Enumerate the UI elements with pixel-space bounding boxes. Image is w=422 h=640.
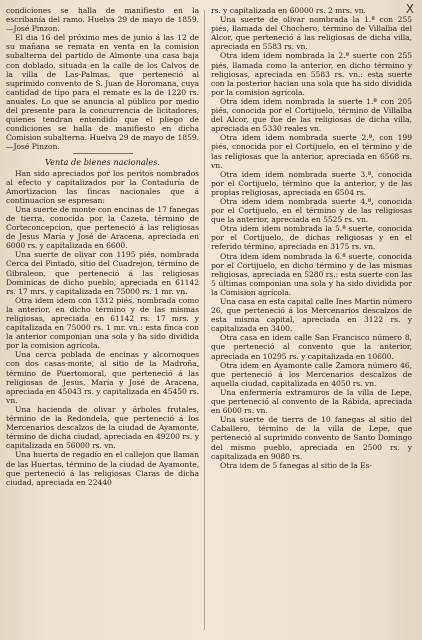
list-item: Otra casa en idem calle San Francisco número 8, que perteneció al convento que la anterior, apreciada en 10295 rs. y capitalizada en 10600. [211,333,412,361]
column-divider [204,10,205,630]
list-item: Otra idem idem nombrada la 2.ª suerte con 255 piés, llamada como la anterior, en dicho término y religiosas, apreciada en 5583 rs. vn.: esta suerte con la posterior hacian una sola que ha sido dividida por la comision agrícola. [211,51,412,97]
section-rule [73,153,133,154]
list-item: Una cerca poblada de encinas y alcornoques con dos casas-monte, al sitio de la Madroña, término de Puertomoral, que perteneció á las religiosas de Jesus, María y José de Aracena, apreciada en 45043 rs. y capitalizada en 45450 rs. vn. [6,350,199,405]
section-title: Venta de bienes nacionales. [44,156,161,167]
list-item: Una enfermería extramuros de la villa de Lepe, que perteneció al convento de la Rábida, apreciada en 6000 rs. vn. [211,387,412,416]
sale-notice: El dia 16 del próximo mes de junio á las 12 de su mañana se remata en venta en la comision subalterna del partido de Almonte una casa baja con doblado, situada en la calle de los Calvos de la villa de Las-Palmas, que perteneció al suprimido convento de S. Juan de Horomana, cuya cantidad de tipo para el remate es la de 1220 rs. anuales. Lo que se anuncia al público por medio del presente para la concurrencia de licitadores, quienes tendran entendido que el pliego de condiciones se halla de manifiesto en dicha Comision subalterna. Huelva 29 de mayo de 1859.—José Pinzon. [6,33,199,152]
list-item: Otra idem idem nombrada suerte 3.ª, conocida por el Cortijuelo, término que la anterior, y de las propias religiosas, apreciada en 6504 rs. [211,169,412,197]
notice-continuation: condiciones se halla de manifiesto en la escribanía del ramo. Huelva 29 de mayo de 1859.—José Pinzon. [6,6,199,34]
list-item: Otra idem idem nombrada la 5.ª suerte, conocida por el Cortijuelo, de dichas religiosas y en el referido término, apreciada en 3175 rs. vn. [211,224,412,252]
list-item: Una suerte de tierra de 10 fanegas al sitio del Caballero, término de la villa de Lepe, que perteneció al suprimido convento de Santo Domingo del mismo pueblo, apreciada en 2500 rs. y capitalizada en 9080 rs. [211,415,412,461]
list-item: rs. y capitalizada en 60000 rs. 2 mrs. vn. [211,6,366,15]
list-item: Otra idem idem con 1312 piés, nombrada como la anterior, en dicho término y de las mismas religiosas, apreciada en 61142 rs. 17 mrs. y capitalizada en 75000 rs. 1 mr. vn.: esta finca con la anterior componian una sola y ha sido dividida por la comision agrícola. [6,295,199,351]
section-intro: Han sido apreciados por los peritos nombrados al efecto y capitalizados por la Contaduría de Amortizacion las fincas nacionales que á continuacion se espresan: [6,168,199,205]
right-column [211,6,412,636]
list-item: Otra idem en Ayamonte calle Zamora número 46, que perteneció á los Mercenarios descalzos de aquella ciudad, capitalizada en 4050 rs. vn. [211,360,412,388]
list-item: Otra idem idem nombrada suerte 4.ª, conocida por el Cortijuelo, en el término y de las religiosas que la anterior, apreciada en 5525 rs. vn. [211,196,412,225]
list-item: Otra idem idem nombrada la suerte 1.ª con 205 piés, conocida por el Cortijuelo, término de Villalba del Alcor, que fue de las religiosas de dicha villa, apreciada en 5330 reales vn. [211,96,412,134]
list-item: Una hacienda de olivar y árboles frutales, término de la Redondela, que perteneció á los Mercenarios descalzos de la ciudad de Ayamonte, término de dicha ciudad, apreciada en 49200 rs. y capitalizada en 56000 rs. vn. [6,404,199,451]
list-item: Una suerte de olivar nombrada la 1.ª con 255 piés, llamada del Chochero, término de Villalba del Alcor, que perteneció á las religiosas de dicha villa, apreciada en 5583 rs. vn. [211,15,412,52]
list-item: Otra idem idem nombrada la 6.ª suerte, conocida por el Cortijuelo, en dicho término y de las mismas religiosas, apreciada en 5280 rs.: esta suerte con las 5 últimas componian una sola y ha sido dividida por la Comision agrícola. [211,251,412,297]
list-item: Otra idem de 5 fanegas al sitio de la Es- [220,460,372,470]
list-item: Una casa en esta capital calle Ines Martin número 26, que perteneció á los Mercenarios descalzos de esta misma capital, apreciada en 3122 rs. y capitalizada en 3400. [211,297,412,334]
list-item: Otra idem idem nombrada suerte 2.ª, con 199 piés, conocida por el Cortijuelo, en el término y de las religiosas que la anterior, apreciada en 6568 rs. vn. [211,133,412,170]
left-column [6,6,199,636]
page-mark: X [405,2,414,16]
list-item: Una huerta de regadío en el callejon que llaman de las Huertas, término de la ciudad de Ayamonte, que perteneció á las religiosas Claras de dicha ciudad, apreciada en 22440 [6,450,199,487]
list-item: Una suerte de olivar con 1195 piés, nombrada Cerca del Pintado, sitio del Cuadrejon, término de Gibraleon, que perteneció á las religiosas Dominicas de dicho pueblo, apreciada en 61142 rs. 17 mrs. y capitalizada en 75000 rs. 1 mr. vn. [6,250,199,296]
list-item: Una suerte de monte con encinas de 17 fanegas de tierra, conocida por la Cazeta, término de Corteconcepcion, que perteneció á las religiosas de Jesus María y José de Aracena, apreciada en 6000 rs. y capitalizada en 6600. [6,204,199,251]
